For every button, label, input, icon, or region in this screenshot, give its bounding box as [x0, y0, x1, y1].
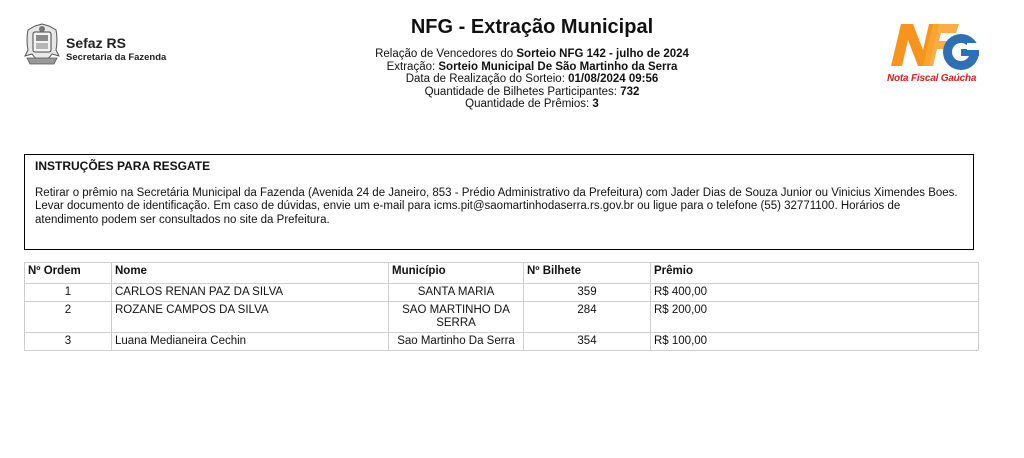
page-title: NFG - Extração Municipal	[410, 16, 654, 38]
row-prize: R$ 100,00	[651, 333, 979, 351]
prizes-label: Quantidade de Prêmios:	[465, 98, 590, 111]
date-value: 01/08/2024 09:56	[568, 73, 659, 86]
header-ticket: Nº Bilhete	[524, 263, 651, 284]
tickets-line	[330, 86, 734, 99]
relation-label: Relação de Vencedores do	[375, 48, 514, 60]
instructions-title: INSTRUÇÕES PARA RESGATE	[35, 159, 211, 173]
row-prize: R$ 200,00	[651, 302, 979, 333]
row-name: ROZANE CAMPOS DA SILVA	[112, 302, 389, 333]
table-header-row	[25, 263, 979, 284]
instructions-text: Retirar o prêmio na Secretária Municipal da Fazenda (Avenida 24 de Janeiro, 853 - Prédio Administrativo da Prefeitura) com Jader Dias de Souza Junior ou Vinicius Ximendes Boes. Levar documento de identificação. Em caso de dúvidas, envie um e-mail para icms.pit@saomartinhodaserra.rs.gov.br ou ligue para o telefone (55) 32771100. Horários de atendimento podem ser consultados no site da Prefeitura.	[35, 187, 958, 226]
table-row	[25, 284, 979, 302]
tickets-value: 732	[620, 85, 640, 98]
header-municipality: Município	[389, 263, 524, 284]
row-municipality: SANTA MARIA	[389, 284, 524, 302]
row-order: 2	[25, 302, 112, 333]
org-subtitle: Secretaria da Fazenda	[66, 52, 167, 63]
row-municipality: Sao Martinho Da Serra	[389, 333, 524, 351]
extraction-value: Sorteio Municipal De São Martinho da Serra	[438, 60, 678, 73]
row-prize: R$ 400,00	[651, 284, 979, 302]
prizes-line	[330, 98, 734, 111]
row-order: 3	[25, 333, 112, 351]
nfg-logo-icon	[883, 14, 983, 74]
prizes-value: 3	[592, 98, 599, 111]
winners-table	[24, 262, 979, 351]
header-prize: Prêmio	[651, 263, 979, 284]
relation-value: Sorteio NFG 142 - julho de 2024	[516, 48, 689, 60]
instructions-box	[24, 154, 974, 250]
date-line	[330, 73, 734, 86]
row-ticket: 359	[524, 284, 651, 302]
row-ticket: 354	[524, 333, 651, 351]
header-order: Nº Ordem	[25, 263, 112, 284]
table-row	[25, 302, 979, 333]
date-label: Data de Realização do Sorteio:	[405, 73, 565, 86]
coat-of-arms-icon	[22, 20, 62, 68]
row-name: CARLOS RENAN PAZ DA SILVA	[112, 284, 389, 302]
table-row	[25, 333, 979, 351]
report-header	[330, 16, 734, 111]
row-order: 1	[25, 284, 112, 302]
header-name: Nome	[112, 263, 389, 284]
org-name: Sefaz RS	[66, 35, 126, 51]
extraction-line	[330, 61, 734, 74]
tickets-label: Quantidade de Bilhetes Participantes:	[424, 85, 618, 98]
relation-line	[330, 48, 734, 61]
sefaz-logo	[22, 20, 212, 70]
row-municipality: SAO MARTINHO DA SERRA	[389, 302, 524, 333]
nfg-caption: Nota Fiscal Gaúcha	[887, 73, 977, 84]
extraction-label: Extração:	[386, 60, 436, 73]
nfg-logo	[883, 14, 983, 92]
row-ticket: 284	[524, 302, 651, 333]
row-name: Luana Medianeira Cechin	[112, 333, 389, 351]
